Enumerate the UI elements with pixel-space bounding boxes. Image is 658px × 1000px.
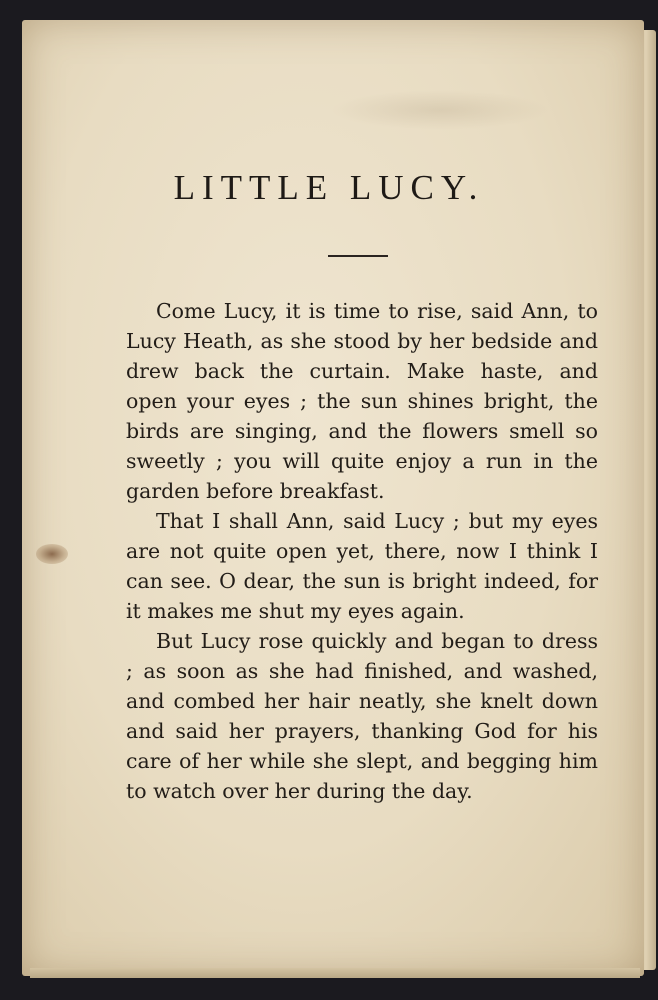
body-text bbox=[126, 296, 598, 806]
title-divider bbox=[328, 255, 388, 257]
paragraph: That I shall Ann, said Lucy ; but my eyes are not quite open yet, there, now I think I can see. O dear, the sun is bright indeed, for it makes me shut my eyes again. bbox=[126, 509, 598, 623]
page-title: LITTLE LUCY. bbox=[173, 168, 485, 207]
paragraph: But Lucy rose quickly and began to dress ; as soon as she had finished, and washed, and combed her hair neatly, she knelt down and said her prayers, thanking God for his care of her while she slept, and begging him to watch over her during the day. bbox=[126, 629, 598, 803]
page-bottom-edge bbox=[30, 968, 640, 978]
page-stain bbox=[36, 544, 68, 564]
ink-bleed-through bbox=[330, 90, 550, 130]
paragraph: Come Lucy, it is time to rise, said Ann, to Lucy Heath, as she stood by her bedside and drew back the curtain. Make haste, and open your eyes ; the sun shines bright, the birds are singing, and the flowers smell so sweetly ; you will quite enjoy a run in the garden before breakfast. bbox=[126, 299, 598, 503]
